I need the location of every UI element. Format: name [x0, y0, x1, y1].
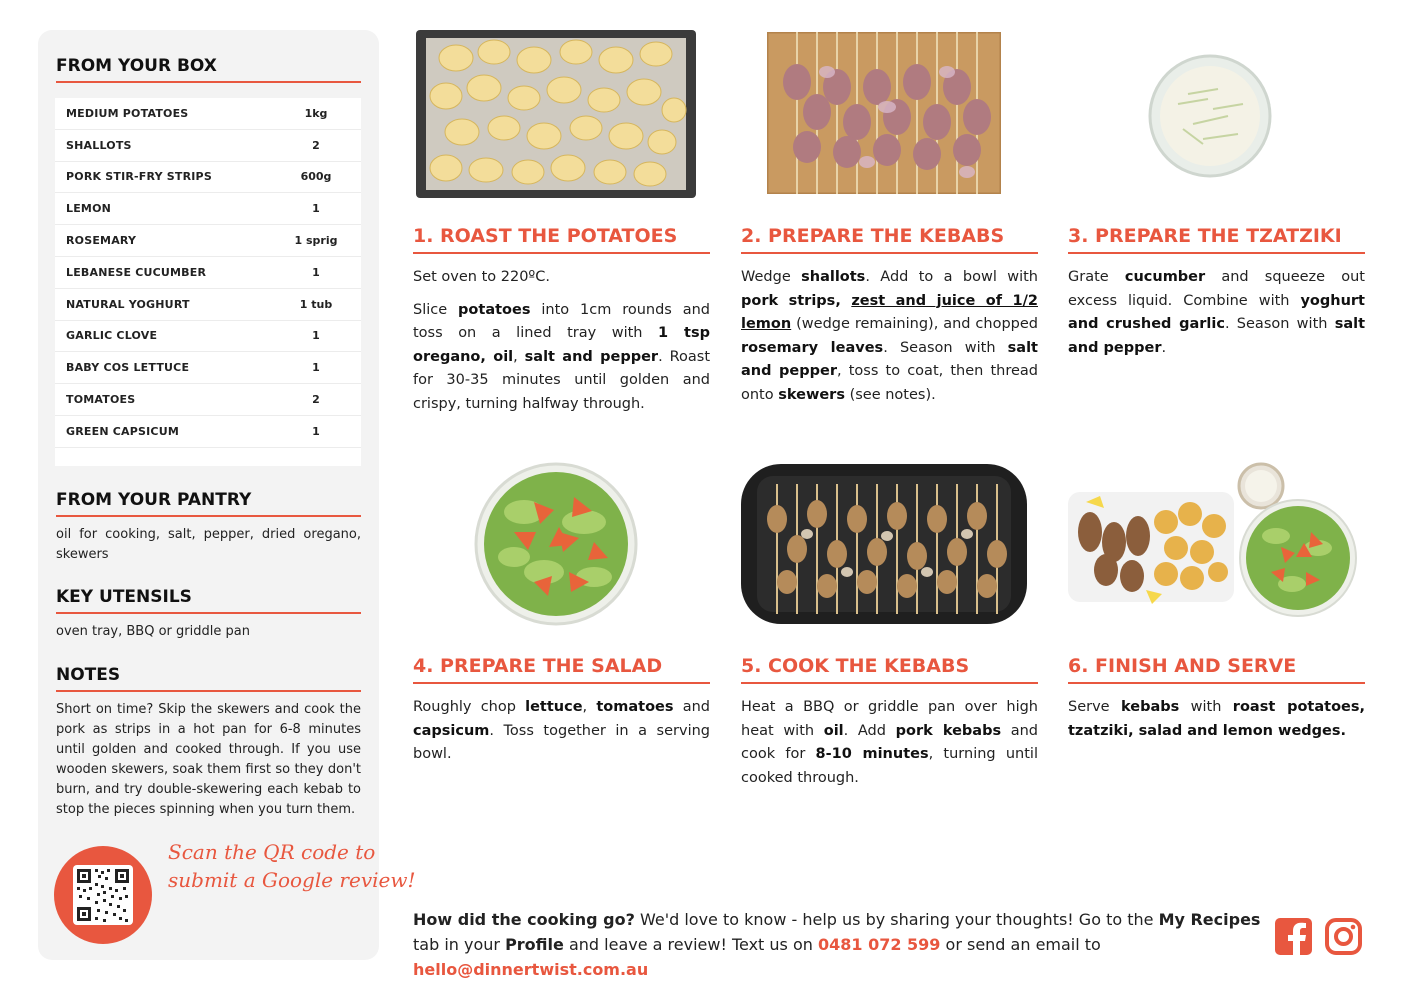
text: Heat a BBQ or griddle pan over high heat with	[741, 699, 1038, 739]
footer-text: We'd love to know - help us by sharing your thoughts! Go to the	[634, 910, 1159, 929]
utensils-title: KEY UTENSILS	[56, 587, 361, 614]
step-2-title: 2. PREPARE THE KEBABS	[741, 225, 1038, 254]
text: Grate	[1068, 269, 1125, 285]
ingredient-emphasis: pork kebabs	[895, 722, 1002, 739]
ingredient-emphasis: roast potatoes, tzatziki, salad and lemon wedges.	[1068, 699, 1366, 739]
text: .	[1161, 339, 1167, 356]
ingredient-row	[55, 384, 361, 416]
ingredient-row	[55, 193, 361, 225]
ingredient-qty: 2	[312, 393, 320, 407]
text: and cook for	[741, 722, 1039, 762]
footer-text: tab in your	[413, 935, 506, 954]
text: Serve	[1068, 699, 1121, 715]
feedback-footer	[413, 907, 1263, 982]
ingredient-emphasis: yoghurt and crushed garlic	[1068, 292, 1365, 332]
notes-title: NOTES	[56, 665, 361, 692]
ingredient-row	[55, 257, 361, 289]
text: . Toss together in a serving bowl.	[413, 722, 710, 762]
ingredient-row	[55, 321, 361, 353]
ingredient-name: BABY COS LETTUCE	[66, 361, 190, 375]
qr-badge[interactable]	[54, 846, 152, 944]
footer-emphasis: How did the cooking go?	[413, 910, 635, 929]
ingredient-emphasis: kebabs	[1120, 699, 1180, 715]
ingredient-name: PORK STIR-FRY STRIPS	[66, 170, 212, 184]
text: , toss to coat, then thread onto	[741, 363, 1038, 403]
ingredient-emphasis: 8-10 minutes	[815, 746, 929, 762]
ingredient-emphasis: oil	[823, 722, 844, 739]
step-3-body	[1068, 266, 1365, 369]
facebook-icon[interactable]	[1275, 918, 1312, 955]
step-5-body	[741, 696, 1038, 799]
step-1-title: 1. ROAST THE POTATOES	[413, 225, 710, 254]
step-3-title: 3. PREPARE THE TZATZIKI	[1068, 225, 1365, 254]
text: . Season with	[1224, 316, 1335, 332]
tzatziki-bowl-photo	[1148, 54, 1272, 178]
text: ,	[835, 292, 852, 309]
phone-link[interactable]: 0481 072 599	[817, 935, 941, 954]
ingredient-emphasis: 1 tsp oregano, oil	[413, 325, 710, 365]
text: and	[673, 699, 710, 715]
step-2-body	[741, 266, 1038, 416]
ingredient-emphasis-underlined: zest and juice of 1/2 lemon	[741, 292, 1038, 332]
ingredient-name: MEDIUM POTATOES	[66, 106, 189, 120]
ingredient-emphasis: salt and pepper	[524, 348, 659, 365]
ingredient-name: ROSEMARY	[66, 234, 137, 248]
instagram-icon[interactable]	[1325, 918, 1362, 955]
text: , turning until cooked through.	[741, 746, 1038, 786]
finished-meal-photo	[1066, 462, 1358, 626]
step-4-body	[413, 696, 710, 776]
ingredient-emphasis: potatoes	[458, 301, 531, 318]
ingredient-emphasis: salt and pepper	[1068, 316, 1366, 356]
ingredient-qty: 1 sprig	[294, 234, 338, 248]
qr-caption-line: submit a Google review!	[168, 868, 416, 892]
ingredient-row	[55, 225, 361, 257]
text: ,	[582, 699, 597, 715]
step-1-line: Set oven to 220ºC.	[413, 269, 550, 285]
step-4-title: 4. PREPARE THE SALAD	[413, 655, 710, 684]
ingredient-name: LEBANESE CUCUMBER	[66, 265, 207, 279]
ingredient-table	[55, 98, 361, 466]
from-your-box-title: FROM YOUR BOX	[56, 56, 361, 83]
ingredient-qty: 1	[312, 361, 320, 375]
sidebar	[38, 30, 379, 960]
text: . Roast for 30-35 minutes until golden and crispy, turning halfway through.	[413, 348, 711, 412]
ingredient-row	[55, 352, 361, 384]
ingredient-emphasis: pork strips	[741, 292, 836, 309]
step-6-title: 6. FINISH AND SERVE	[1068, 655, 1365, 684]
text: Wedge	[741, 269, 802, 285]
ingredient-qty: 600g	[300, 170, 332, 184]
ingredient-name: LEMON	[66, 202, 112, 216]
text: into 1cm rounds and toss on a lined tray with	[413, 301, 711, 341]
ingredient-qty: 1kg	[304, 106, 328, 120]
step-6-paragraph	[1068, 696, 1365, 743]
ingredient-qty: 1	[312, 265, 320, 279]
text: with	[1179, 699, 1233, 715]
footer-text: and leave a review! Text us on	[563, 935, 818, 954]
ingredient-emphasis: rosemary leaves	[741, 339, 884, 356]
ingredient-emphasis: skewers	[778, 386, 845, 403]
text: . Add	[843, 722, 896, 739]
step-5-paragraph	[741, 696, 1038, 790]
text: (see notes).	[844, 386, 936, 403]
pantry-title: FROM YOUR PANTRY	[56, 490, 361, 517]
ingredient-row	[55, 289, 361, 321]
utensils-text: oven tray, BBQ or griddle pan	[56, 624, 250, 639]
ingredient-emphasis: tomatoes	[596, 699, 674, 715]
footer-emphasis: My Recipes	[1158, 910, 1261, 929]
ingredient-row	[55, 162, 361, 194]
text: Slice	[413, 301, 459, 318]
ingredient-qty: 1	[312, 202, 320, 216]
potatoes-on-tray-photo	[416, 30, 696, 198]
step-2-paragraph	[741, 266, 1038, 407]
email-link[interactable]: hello@dinnertwist.com.au	[413, 960, 649, 979]
notes-text: Short on time? Skip the skewers and cook the pork as strips in a hot pan for 6-8 minutes until golden and cooked through. If you use wooden skewers, soak them first so they don't burn, and try double-skewering each kebab to stop the pieces spinning when you turn them.	[56, 702, 361, 817]
qr-caption	[168, 838, 416, 894]
text: . Add to a bowl with	[865, 269, 1038, 285]
step-3-paragraph	[1068, 266, 1365, 360]
step-1-body	[413, 266, 710, 425]
footer-text: or send an email to	[940, 935, 1101, 954]
footer-emphasis: Profile	[505, 935, 564, 954]
ingredient-name: GARLIC CLOVE	[66, 329, 158, 343]
text: . Season with	[883, 339, 1008, 356]
text: ,	[513, 348, 525, 365]
ingredient-name: SHALLOTS	[66, 138, 132, 152]
ingredient-emphasis: cucumber	[1124, 269, 1206, 285]
ingredient-qty: 1	[312, 329, 320, 343]
ingredient-qty: 1 tub	[299, 297, 333, 311]
step-6-body	[1068, 696, 1365, 752]
raw-kebabs-photo	[767, 32, 1001, 194]
step-4-paragraph	[413, 696, 710, 767]
ingredient-emphasis: shallots	[801, 269, 866, 285]
ingredient-name: TOMATOES	[66, 393, 136, 407]
pantry-text: oil for cooking, salt, pepper, dried oregano, skewers	[56, 527, 361, 562]
ingredient-emphasis: capsicum	[413, 722, 490, 739]
ingredient-row	[55, 98, 361, 130]
ingredient-qty: 1	[312, 424, 320, 438]
qr-code-icon[interactable]	[73, 865, 133, 925]
ingredient-qty: 2	[312, 138, 320, 152]
qr-caption-line: Scan the QR code to	[168, 840, 376, 864]
ingredient-name: GREEN CAPSICUM	[66, 424, 179, 438]
ingredient-name: NATURAL YOGHURT	[66, 297, 190, 311]
kebabs-on-griddle-photo	[741, 464, 1027, 624]
text: (wedge remaining), and chopped	[791, 316, 1038, 332]
step-5-title: 5. COOK THE KEBABS	[741, 655, 1038, 684]
text: Roughly chop	[413, 699, 526, 715]
text: and squeeze out excess liquid. Combine with	[1068, 269, 1365, 309]
salad-bowl-photo	[474, 462, 638, 626]
ingredient-row	[55, 416, 361, 448]
ingredient-emphasis: salt and pepper	[741, 339, 1038, 379]
step-1-paragraph	[413, 299, 710, 417]
ingredient-row	[55, 130, 361, 162]
ingredient-emphasis: lettuce	[525, 699, 583, 715]
